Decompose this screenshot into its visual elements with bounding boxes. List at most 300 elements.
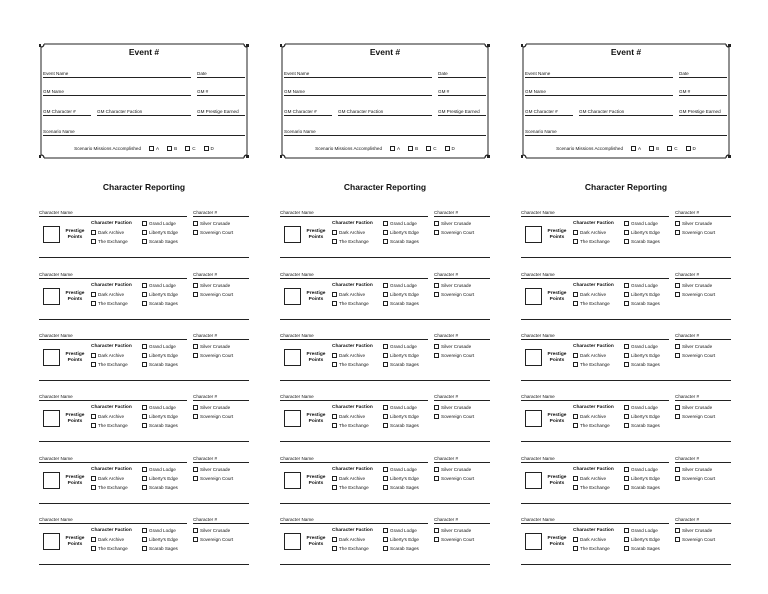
faction-option[interactable] [573,537,606,542]
faction-option[interactable] [573,414,606,419]
date-field[interactable]: Date [197,70,245,78]
gm-number-field[interactable]: GM # [197,88,245,96]
prestige-points-box[interactable] [525,410,542,427]
checkbox[interactable] [383,230,388,235]
character-name-field[interactable]: Character Name [39,393,187,401]
checkbox[interactable] [624,344,629,349]
faction-option[interactable] [332,423,369,428]
faction-option[interactable] [332,537,365,542]
faction-option[interactable] [91,537,124,542]
faction-option[interactable] [142,362,178,367]
checkbox[interactable] [332,485,337,490]
character-name-field[interactable]: Character Name [521,209,669,217]
faction-option[interactable] [573,230,606,235]
checkbox[interactable] [91,485,96,490]
checkbox[interactable] [624,467,629,472]
character-number-field[interactable]: Character # [193,393,249,401]
checkbox[interactable] [383,467,388,472]
checkbox[interactable] [91,414,96,419]
checkbox[interactable] [675,467,680,472]
mission-option[interactable] [686,146,696,151]
faction-option[interactable] [142,467,176,472]
faction-option[interactable] [624,301,660,306]
faction-option[interactable] [142,292,178,297]
faction-option[interactable] [624,467,658,472]
character-name-field[interactable]: Character Name [521,455,669,463]
checkbox[interactable] [193,230,198,235]
faction-option[interactable] [91,230,124,235]
faction-option[interactable] [383,353,419,358]
checkbox[interactable] [142,405,147,410]
faction-option[interactable] [91,423,128,428]
faction-option[interactable] [142,405,176,410]
checkbox[interactable] [383,485,388,490]
faction-option[interactable] [573,485,610,490]
character-name-field[interactable]: Character Name [39,209,187,217]
character-number-field[interactable]: Character # [675,516,731,524]
faction-option[interactable] [675,528,712,533]
checkbox[interactable] [383,292,388,297]
faction-option[interactable] [383,546,419,551]
checkbox[interactable] [193,283,198,288]
character-name-field[interactable]: Character Name [280,393,428,401]
checkbox[interactable] [383,283,388,288]
checkbox[interactable] [573,414,578,419]
faction-option[interactable] [193,353,233,358]
faction-option[interactable] [624,476,660,481]
faction-option[interactable] [193,528,230,533]
prestige-points-box[interactable] [43,410,60,427]
faction-option[interactable] [193,344,230,349]
checkbox[interactable] [624,546,629,551]
checkbox[interactable] [383,344,388,349]
faction-option[interactable] [383,423,419,428]
checkbox[interactable] [675,476,680,481]
gm-character-faction-field[interactable]: GM Character Faction [97,108,191,116]
checkbox[interactable] [383,537,388,542]
prestige-points-box[interactable] [43,533,60,550]
faction-option[interactable] [142,353,178,358]
checkbox[interactable] [383,423,388,428]
checkbox[interactable] [624,405,629,410]
checkbox[interactable] [624,423,629,428]
checkbox[interactable] [332,476,337,481]
checkbox[interactable] [434,230,439,235]
checkbox[interactable] [631,146,636,151]
character-number-field[interactable]: Character # [193,516,249,524]
checkbox[interactable] [91,423,96,428]
faction-option[interactable] [434,230,474,235]
faction-option[interactable] [383,301,419,306]
character-name-field[interactable]: Character Name [280,332,428,340]
faction-option[interactable] [624,537,660,542]
faction-option[interactable] [332,362,369,367]
faction-option[interactable] [142,485,178,490]
faction-option[interactable] [91,362,128,367]
character-name-field[interactable]: Character Name [521,393,669,401]
faction-option[interactable] [193,283,230,288]
checkbox[interactable] [624,239,629,244]
checkbox[interactable] [434,292,439,297]
faction-option[interactable] [573,353,606,358]
faction-option[interactable] [193,230,233,235]
checkbox[interactable] [573,230,578,235]
faction-option[interactable] [383,414,419,419]
faction-option[interactable] [383,362,419,367]
checkbox[interactable] [434,537,439,542]
faction-option[interactable] [193,405,230,410]
faction-option[interactable] [332,476,365,481]
faction-option[interactable] [434,283,471,288]
prestige-points-box[interactable] [43,226,60,243]
checkbox[interactable] [91,546,96,551]
faction-option[interactable] [624,239,660,244]
checkbox[interactable] [383,528,388,533]
faction-option[interactable] [383,528,417,533]
checkbox[interactable] [383,239,388,244]
checkbox[interactable] [434,528,439,533]
checkbox[interactable] [332,301,337,306]
character-name-field[interactable]: Character Name [39,271,187,279]
character-name-field[interactable]: Character Name [280,271,428,279]
prestige-points-box[interactable] [525,472,542,489]
prestige-points-box[interactable] [525,288,542,305]
faction-option[interactable] [142,476,178,481]
faction-option[interactable] [624,414,660,419]
checkbox[interactable] [193,405,198,410]
faction-option[interactable] [434,344,471,349]
faction-option[interactable] [573,362,610,367]
faction-option[interactable] [383,467,417,472]
mission-option[interactable] [631,146,641,151]
faction-option[interactable] [332,292,365,297]
faction-option[interactable] [624,423,660,428]
character-number-field[interactable]: Character # [675,271,731,279]
checkbox[interactable] [91,476,96,481]
checkbox[interactable] [142,528,147,533]
checkbox[interactable] [390,146,395,151]
faction-option[interactable] [434,476,474,481]
faction-option[interactable] [624,362,660,367]
prestige-points-box[interactable] [284,226,301,243]
checkbox[interactable] [675,405,680,410]
character-name-field[interactable]: Character Name [39,455,187,463]
date-field[interactable]: Date [438,70,486,78]
faction-option[interactable] [675,537,715,542]
checkbox[interactable] [142,283,147,288]
faction-option[interactable] [91,546,128,551]
checkbox[interactable] [408,146,413,151]
checkbox[interactable] [675,344,680,349]
gm-number-field[interactable]: GM # [679,88,727,96]
faction-option[interactable] [675,230,715,235]
faction-option[interactable] [332,546,369,551]
character-number-field[interactable]: Character # [434,271,490,279]
checkbox[interactable] [91,353,96,358]
checkbox[interactable] [332,353,337,358]
checkbox[interactable] [142,301,147,306]
checkbox[interactable] [383,362,388,367]
checkbox[interactable] [91,230,96,235]
checkbox[interactable] [573,353,578,358]
checkbox[interactable] [383,414,388,419]
checkbox[interactable] [573,546,578,551]
faction-option[interactable] [675,283,712,288]
character-number-field[interactable]: Character # [193,209,249,217]
faction-option[interactable] [624,344,658,349]
event-name-field[interactable]: Event Name [525,70,673,78]
checkbox[interactable] [383,301,388,306]
faction-option[interactable] [383,344,417,349]
prestige-points-box[interactable] [525,349,542,366]
gm-prestige-earned-field[interactable]: GM Prestige Earned [197,108,245,116]
checkbox[interactable] [167,146,172,151]
checkbox[interactable] [686,146,691,151]
faction-option[interactable] [142,414,178,419]
checkbox[interactable] [624,230,629,235]
character-number-field[interactable]: Character # [434,393,490,401]
checkbox[interactable] [142,221,147,226]
faction-option[interactable] [332,239,369,244]
faction-option[interactable] [675,221,712,226]
checkbox[interactable] [332,362,337,367]
gm-character-number-field[interactable]: GM Character # [525,108,573,116]
faction-option[interactable] [675,344,712,349]
prestige-points-box[interactable] [284,533,301,550]
prestige-points-box[interactable] [525,226,542,243]
gm-name-field[interactable]: GM Name [525,88,673,96]
checkbox[interactable] [573,301,578,306]
checkbox[interactable] [624,485,629,490]
checkbox[interactable] [445,146,450,151]
checkbox[interactable] [624,476,629,481]
checkbox[interactable] [624,221,629,226]
checkbox[interactable] [149,146,154,151]
faction-option[interactable] [624,283,658,288]
faction-option[interactable] [142,537,178,542]
faction-option[interactable] [91,292,124,297]
faction-option[interactable] [383,405,417,410]
gm-character-number-field[interactable]: GM Character # [284,108,332,116]
checkbox[interactable] [332,546,337,551]
faction-option[interactable] [383,239,419,244]
faction-option[interactable] [142,283,176,288]
checkbox[interactable] [624,292,629,297]
checkbox[interactable] [383,546,388,551]
checkbox[interactable] [142,476,147,481]
faction-option[interactable] [573,476,606,481]
checkbox[interactable] [142,353,147,358]
faction-option[interactable] [675,292,715,297]
gm-name-field[interactable]: GM Name [284,88,432,96]
character-number-field[interactable]: Character # [675,209,731,217]
checkbox[interactable] [573,476,578,481]
mission-option[interactable] [149,146,159,151]
checkbox[interactable] [142,239,147,244]
checkbox[interactable] [193,476,198,481]
checkbox[interactable] [573,362,578,367]
scenario-name-field[interactable]: Scenario Name [525,128,727,136]
character-name-field[interactable]: Character Name [39,332,187,340]
checkbox[interactable] [624,301,629,306]
date-field[interactable]: Date [679,70,727,78]
checkbox[interactable] [332,292,337,297]
faction-option[interactable] [675,405,712,410]
checkbox[interactable] [426,146,431,151]
faction-option[interactable] [434,405,471,410]
checkbox[interactable] [624,528,629,533]
character-name-field[interactable]: Character Name [521,516,669,524]
character-name-field[interactable]: Character Name [280,516,428,524]
checkbox[interactable] [193,528,198,533]
character-name-field[interactable]: Character Name [280,455,428,463]
checkbox[interactable] [185,146,190,151]
checkbox[interactable] [675,292,680,297]
mission-option[interactable] [408,146,418,151]
faction-option[interactable] [624,221,658,226]
checkbox[interactable] [332,239,337,244]
checkbox[interactable] [675,528,680,533]
prestige-points-box[interactable] [284,472,301,489]
faction-option[interactable] [142,546,178,551]
faction-option[interactable] [383,283,417,288]
checkbox[interactable] [624,414,629,419]
character-number-field[interactable]: Character # [675,332,731,340]
checkbox[interactable] [332,537,337,542]
checkbox[interactable] [573,239,578,244]
gm-name-field[interactable]: GM Name [43,88,191,96]
faction-option[interactable] [91,239,128,244]
faction-option[interactable] [624,485,660,490]
faction-option[interactable] [332,485,369,490]
checkbox[interactable] [573,423,578,428]
checkbox[interactable] [434,476,439,481]
checkbox[interactable] [573,537,578,542]
gm-prestige-earned-field[interactable]: GM Prestige Earned [679,108,727,116]
faction-option[interactable] [675,467,712,472]
faction-option[interactable] [91,301,128,306]
faction-option[interactable] [91,485,128,490]
checkbox[interactable] [573,485,578,490]
character-number-field[interactable]: Character # [434,516,490,524]
faction-option[interactable] [573,546,610,551]
checkbox[interactable] [383,221,388,226]
faction-option[interactable] [193,476,233,481]
checkbox[interactable] [675,537,680,542]
checkbox[interactable] [332,230,337,235]
gm-prestige-earned-field[interactable]: GM Prestige Earned [438,108,486,116]
faction-option[interactable] [624,230,660,235]
checkbox[interactable] [142,230,147,235]
faction-option[interactable] [434,537,474,542]
faction-option[interactable] [91,414,124,419]
faction-option[interactable] [142,221,176,226]
gm-number-field[interactable]: GM # [438,88,486,96]
faction-option[interactable] [91,476,124,481]
character-name-field[interactable]: Character Name [280,209,428,217]
mission-option[interactable] [667,146,677,151]
checkbox[interactable] [193,467,198,472]
checkbox[interactable] [91,362,96,367]
mission-option[interactable] [445,146,455,151]
checkbox[interactable] [142,414,147,419]
checkbox[interactable] [383,476,388,481]
mission-option[interactable] [204,146,214,151]
checkbox[interactable] [675,414,680,419]
event-name-field[interactable]: Event Name [43,70,191,78]
checkbox[interactable] [91,537,96,542]
checkbox[interactable] [383,405,388,410]
faction-option[interactable] [193,467,230,472]
faction-option[interactable] [193,537,233,542]
faction-option[interactable] [383,292,419,297]
faction-option[interactable] [383,485,419,490]
checkbox[interactable] [434,344,439,349]
faction-option[interactable] [383,537,419,542]
mission-option[interactable] [167,146,177,151]
checkbox[interactable] [193,353,198,358]
faction-option[interactable] [675,414,715,419]
checkbox[interactable] [204,146,209,151]
checkbox[interactable] [142,344,147,349]
faction-option[interactable] [383,221,417,226]
checkbox[interactable] [142,423,147,428]
prestige-points-box[interactable] [525,533,542,550]
faction-option[interactable] [573,239,610,244]
faction-option[interactable] [675,476,715,481]
faction-option[interactable] [434,292,474,297]
faction-option[interactable] [573,292,606,297]
faction-option[interactable] [142,423,178,428]
checkbox[interactable] [91,239,96,244]
checkbox[interactable] [193,537,198,542]
checkbox[interactable] [573,292,578,297]
checkbox[interactable] [624,283,629,288]
mission-option[interactable] [649,146,659,151]
character-number-field[interactable]: Character # [434,209,490,217]
checkbox[interactable] [434,283,439,288]
faction-option[interactable] [193,292,233,297]
faction-option[interactable] [332,414,365,419]
character-name-field[interactable]: Character Name [521,332,669,340]
scenario-name-field[interactable]: Scenario Name [43,128,245,136]
faction-option[interactable] [91,353,124,358]
checkbox[interactable] [667,146,672,151]
gm-character-faction-field[interactable]: GM Character Faction [579,108,673,116]
checkbox[interactable] [142,537,147,542]
prestige-points-box[interactable] [43,349,60,366]
checkbox[interactable] [624,353,629,358]
gm-character-number-field[interactable]: GM Character # [43,108,91,116]
faction-option[interactable] [332,230,365,235]
faction-option[interactable] [142,230,178,235]
faction-option[interactable] [624,292,660,297]
character-number-field[interactable]: Character # [193,455,249,463]
faction-option[interactable] [624,353,660,358]
faction-option[interactable] [142,239,178,244]
faction-option[interactable] [383,476,419,481]
prestige-points-box[interactable] [284,288,301,305]
gm-character-faction-field[interactable]: GM Character Faction [338,108,432,116]
checkbox[interactable] [624,537,629,542]
checkbox[interactable] [193,414,198,419]
checkbox[interactable] [434,221,439,226]
character-number-field[interactable]: Character # [675,393,731,401]
faction-option[interactable] [434,528,471,533]
checkbox[interactable] [142,292,147,297]
checkbox[interactable] [675,353,680,358]
event-name-field[interactable]: Event Name [284,70,432,78]
